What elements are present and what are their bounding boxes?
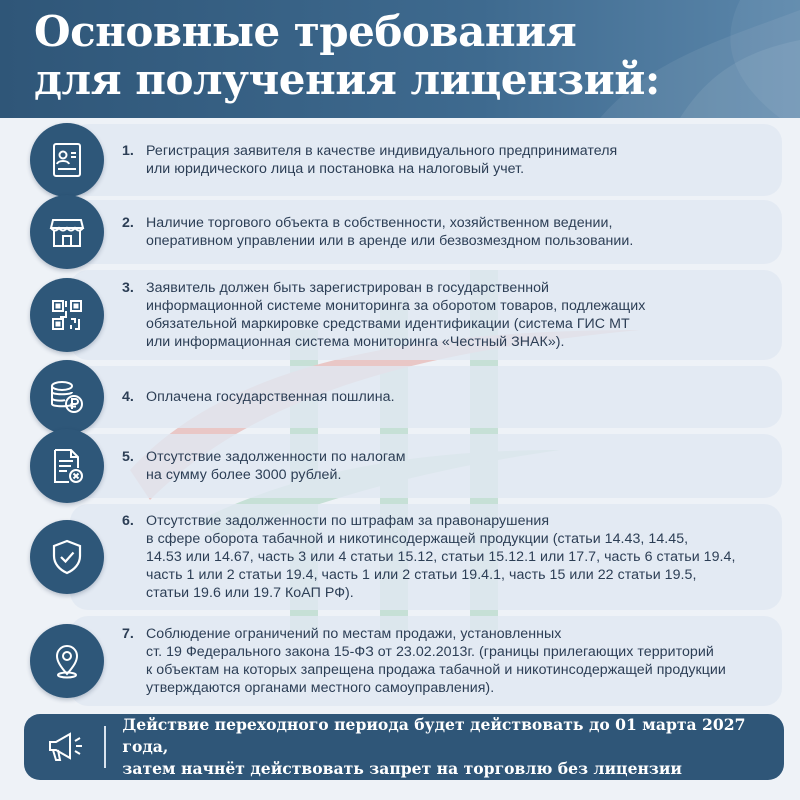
requirement-number: 7. [122, 626, 134, 642]
requirement-item-2 [30, 200, 782, 264]
store-icon [30, 195, 104, 269]
requirement-text: Отсутствие задолженности по штрафам за правонарушения в сфере оборота табачной и никотинсодержащей продукции (статьи 14.43, 14.45, 14.53 или 14.67, часть 3 или 4 статьи 15.12, статьи 15.12.1 или 17.7, часть 6 статьи 19.4, часть 1 или 2 статьи 19.4, часть 1 или 2 статьи 19.4.1, часть 15 или 22 статьи 19.5, статьи 19.6 или 19.7 КоАП РФ). [146, 513, 736, 601]
requirement-number: 3. [122, 280, 134, 296]
location-pin-icon [30, 624, 104, 698]
requirement-text: Оплачена государственная пошлина. [146, 389, 395, 405]
shield-check-icon [30, 520, 104, 594]
requirement-text: Заявитель должен быть зарегистрирован в государственной информационной системе мониторинга за оборотом товаров, подлежащих обязательной маркировке средствами идентификации (система ГИС МТ или информационная система мониторинга «Честный ЗНАК»). [146, 280, 646, 350]
requirement-number: 5. [122, 449, 134, 465]
header-banner [0, 0, 800, 118]
requirement-item-1 [30, 124, 782, 196]
id-card-icon [30, 123, 104, 197]
transition-notice-text: Действие переходного периода будет действовать до 01 марта 2027 года, затем начнёт действовать запрет на торговлю без лицензии [122, 715, 746, 778]
requirement-number: 1. [122, 143, 134, 159]
coins-ruble-icon [30, 360, 104, 434]
requirement-number: 2. [122, 215, 134, 231]
requirement-item-6 [30, 504, 782, 610]
requirement-item-7 [30, 616, 782, 706]
divider [104, 726, 106, 768]
requirement-item-3 [30, 270, 782, 360]
transition-notice-banner [24, 714, 784, 780]
requirement-text: Отсутствие задолженности по налогам на сумму более 3000 рублей. [146, 449, 406, 483]
page-title [34, 8, 660, 104]
requirement-number: 4. [122, 389, 134, 405]
requirement-text: Регистрация заявителя в качестве индивидуального предпринимателя или юридического лица и постановка на налоговый учет. [146, 143, 618, 177]
title-line-2: для получения лицензий: [34, 55, 660, 104]
requirement-number: 6. [122, 513, 134, 529]
title-line-1: Основные требования [34, 7, 577, 56]
document-cross-icon [30, 429, 104, 503]
requirement-item-5 [30, 434, 782, 498]
requirement-text: Соблюдение ограничений по местам продажи, установленных ст. 19 Федерального закона 15-ФЗ от 23.02.2013г. (границы прилегающих территорий к объектам на которых запрещена продажа табачной и никотинсодержащей продукции утверждаются органами местного самоуправления). [146, 626, 726, 696]
requirement-item-4 [30, 366, 782, 428]
qr-code-icon [30, 278, 104, 352]
megaphone-icon [24, 727, 104, 767]
requirement-text: Наличие торгового объекта в собственности, хозяйственном ведении, оперативном управлении или в аренде или безвозмездном пользовании. [146, 215, 634, 249]
